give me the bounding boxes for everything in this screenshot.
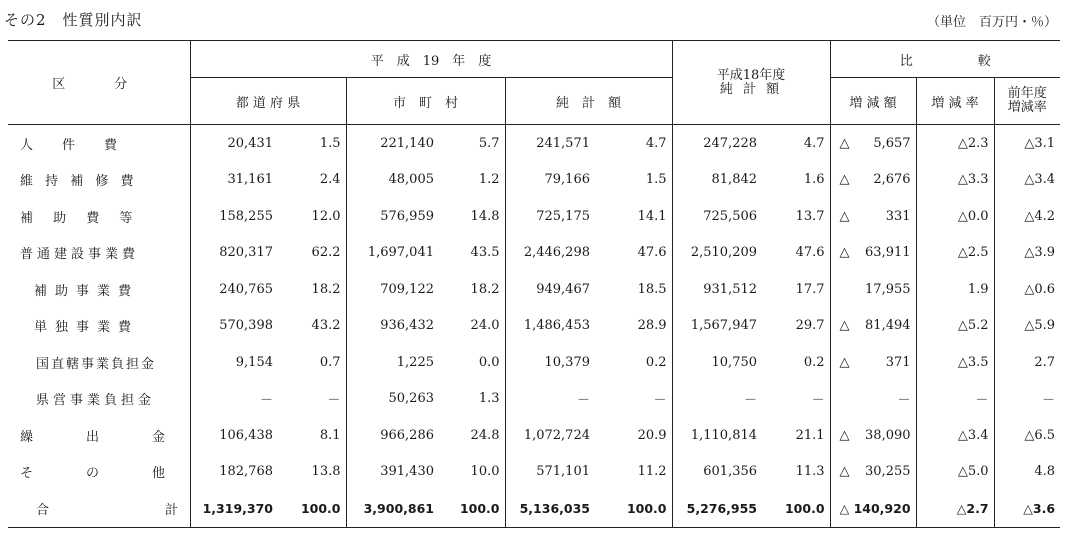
cell: △5.0	[916, 454, 994, 491]
table-row	[8, 271, 1060, 308]
row-label: 補 助 費 等	[20, 210, 141, 226]
cell: 17,955	[830, 271, 916, 308]
cell: 2.7	[994, 344, 1060, 381]
row-label: 国直轄事業負担金	[36, 356, 157, 372]
cell: 100.0	[595, 490, 672, 527]
cell: 29.7	[795, 318, 825, 334]
cell: 11.3	[795, 464, 825, 480]
cell: 571,101	[505, 454, 595, 491]
cell: 11.2	[637, 464, 667, 480]
table-row	[8, 235, 1060, 272]
cell: －	[994, 381, 1060, 418]
cell: 570,398	[190, 308, 278, 345]
net-header: 純 計 額	[505, 78, 672, 125]
cell: 43.2	[311, 318, 341, 334]
cell: 4.7	[803, 135, 825, 151]
cell: 106,438	[190, 417, 278, 454]
cell: 931,512	[672, 271, 762, 308]
cell: 2,510,209	[672, 235, 762, 272]
cell: 1.3	[478, 391, 500, 407]
cell: 10,750	[672, 344, 762, 381]
municipality-header: 市 町 村	[346, 78, 505, 125]
cell: 240,765	[190, 271, 278, 308]
cell: 1,110,814	[672, 417, 762, 454]
cell: 20,431	[190, 125, 278, 162]
cell: 820,317	[190, 235, 278, 272]
row-label: 繰 出 金	[20, 429, 186, 445]
cell: △2.3	[916, 125, 994, 162]
row-label: そ の 他	[20, 466, 186, 482]
cell: －	[811, 393, 825, 409]
cell: 4.8	[994, 454, 1060, 491]
compare-header: 比 較	[830, 41, 1060, 78]
prev-rate-header: 前年度 増減率	[994, 78, 1060, 125]
prefecture-header: 都 道 府 県	[190, 78, 346, 125]
cell: －	[916, 381, 994, 418]
cell: 24.0	[470, 318, 500, 334]
cell: 709,122	[346, 271, 439, 308]
cell: 79,166	[505, 162, 595, 199]
cell: 1,225	[346, 344, 439, 381]
cell: 0.2	[803, 354, 825, 370]
cell: △ 371	[830, 344, 916, 381]
cell: △ 38,090	[830, 417, 916, 454]
cell: △0.6	[994, 271, 1060, 308]
cell: 2,446,298	[505, 235, 595, 272]
row-label: 補助事業費	[34, 283, 140, 299]
cell: －	[327, 393, 341, 409]
cell: △2.5	[916, 235, 994, 272]
cell: △ 140,920	[830, 490, 916, 527]
cell: △3.1	[994, 125, 1060, 162]
cell: 21.1	[795, 427, 825, 443]
cell: 1.5	[645, 172, 667, 188]
cell: 13.8	[311, 464, 341, 480]
cell: 949,467	[505, 271, 595, 308]
cell: 100.0	[762, 490, 830, 527]
table-row	[8, 344, 1060, 381]
cell: 576,959	[346, 198, 439, 235]
cell: 0.7	[319, 354, 341, 370]
cell: 5.7	[478, 135, 500, 151]
cell: －	[505, 381, 595, 418]
cell: △ 331	[830, 198, 916, 235]
table-title: その2 性質別内訳	[4, 11, 143, 29]
cell: 182,768	[190, 454, 278, 491]
cell: 20.9	[637, 427, 667, 443]
cell: 1,072,724	[505, 417, 595, 454]
cell: 5,276,955	[672, 490, 762, 527]
row-label: 単独事業費	[34, 320, 140, 336]
cell: 18.5	[637, 281, 667, 297]
cell: 62.2	[311, 245, 341, 261]
table-row	[8, 454, 1060, 491]
cell: △0.0	[916, 198, 994, 235]
cell: 391,430	[346, 454, 439, 491]
cell: 81,842	[672, 162, 762, 199]
category-header: 区 分	[8, 41, 190, 125]
cell: 2.4	[319, 172, 341, 188]
cell: △3.9	[994, 235, 1060, 272]
cell: 936,432	[346, 308, 439, 345]
table-row	[8, 308, 1060, 345]
cell: 14.8	[470, 208, 500, 224]
cell: 13.7	[795, 208, 825, 224]
cell: 5,136,035	[505, 490, 595, 527]
cell: 247,228	[672, 125, 762, 162]
row-label: 県営事業負担金	[36, 393, 156, 409]
cell: －	[830, 381, 916, 418]
change-amount-header: 増 減 額	[830, 78, 916, 125]
cell: △3.4	[994, 162, 1060, 199]
cell: 12.0	[311, 208, 341, 224]
total-row	[8, 490, 1060, 527]
cell: 1.6	[803, 172, 825, 188]
cell: △4.2	[994, 198, 1060, 235]
cell: 0.2	[645, 354, 667, 370]
cell: 1.2	[478, 172, 500, 188]
change-rate-header: 増 減 率	[916, 78, 994, 125]
cell: 241,571	[505, 125, 595, 162]
cell: 14.1	[637, 208, 667, 224]
cell: △5.2	[916, 308, 994, 345]
row-label: 維 持 補 修 費	[20, 174, 138, 190]
cell: 43.5	[470, 245, 500, 261]
cell: 100.0	[439, 490, 505, 527]
total-label: 合 計	[8, 490, 190, 527]
cell: △ 2,676	[830, 162, 916, 199]
cell: △3.5	[916, 344, 994, 381]
cell: 47.6	[637, 245, 667, 261]
cell: 24.8	[470, 427, 500, 443]
cell: 18.2	[311, 281, 341, 297]
cell: 100.0	[278, 490, 346, 527]
table-row	[8, 198, 1060, 235]
cell: 17.7	[795, 281, 825, 297]
cell: 10,379	[505, 344, 595, 381]
cell: 10.0	[470, 464, 500, 480]
cell: △ 30,255	[830, 454, 916, 491]
cell: 158,255	[190, 198, 278, 235]
cell: 1.5	[319, 135, 341, 151]
cell: △ 63,911	[830, 235, 916, 272]
cell: 1,486,453	[505, 308, 595, 345]
cell: 1,567,947	[672, 308, 762, 345]
table-row	[8, 125, 1060, 162]
cell: 0.0	[478, 354, 500, 370]
cell: －	[672, 381, 762, 418]
cell: 9,154	[190, 344, 278, 381]
cell: 4.7	[645, 135, 667, 151]
cell: 8.1	[319, 427, 341, 443]
unit-note: （単位 百万円・％）	[926, 15, 1057, 30]
cell: 601,356	[672, 454, 762, 491]
fy19-header: 平 成 19 年 度	[190, 41, 672, 78]
table-row	[8, 162, 1060, 199]
cell: 47.6	[795, 245, 825, 261]
fy18-header: 平成18年度 純 計 額	[672, 41, 830, 125]
cell: 1.9	[916, 271, 994, 308]
cell: △3.6	[994, 490, 1060, 527]
cell: △5.9	[994, 308, 1060, 345]
cell: 966,286	[346, 417, 439, 454]
cell: 1,697,041	[346, 235, 439, 272]
cell: 1,319,370	[190, 490, 278, 527]
cell: 28.9	[637, 318, 667, 334]
cell: 221,140	[346, 125, 439, 162]
cell: △6.5	[994, 417, 1060, 454]
cell: 18.2	[470, 281, 500, 297]
cell: 31,161	[190, 162, 278, 199]
cell: △ 81,494	[830, 308, 916, 345]
cell: －	[190, 381, 278, 418]
row-label: 人 件 費	[20, 137, 126, 153]
expenditure-table	[8, 40, 1060, 528]
cell: 725,175	[505, 198, 595, 235]
cell: 50,263	[346, 381, 439, 418]
cell: －	[653, 393, 667, 409]
cell: 48,005	[346, 162, 439, 199]
cell: △3.4	[916, 417, 994, 454]
cell: △2.7	[916, 490, 994, 527]
cell: 3,900,861	[346, 490, 439, 527]
cell: △ 5,657	[830, 125, 916, 162]
table-row	[8, 381, 1060, 418]
table-row	[8, 417, 1060, 454]
row-label: 普通建設事業費	[20, 247, 140, 263]
cell: △3.3	[916, 162, 994, 199]
cell: 725,506	[672, 198, 762, 235]
